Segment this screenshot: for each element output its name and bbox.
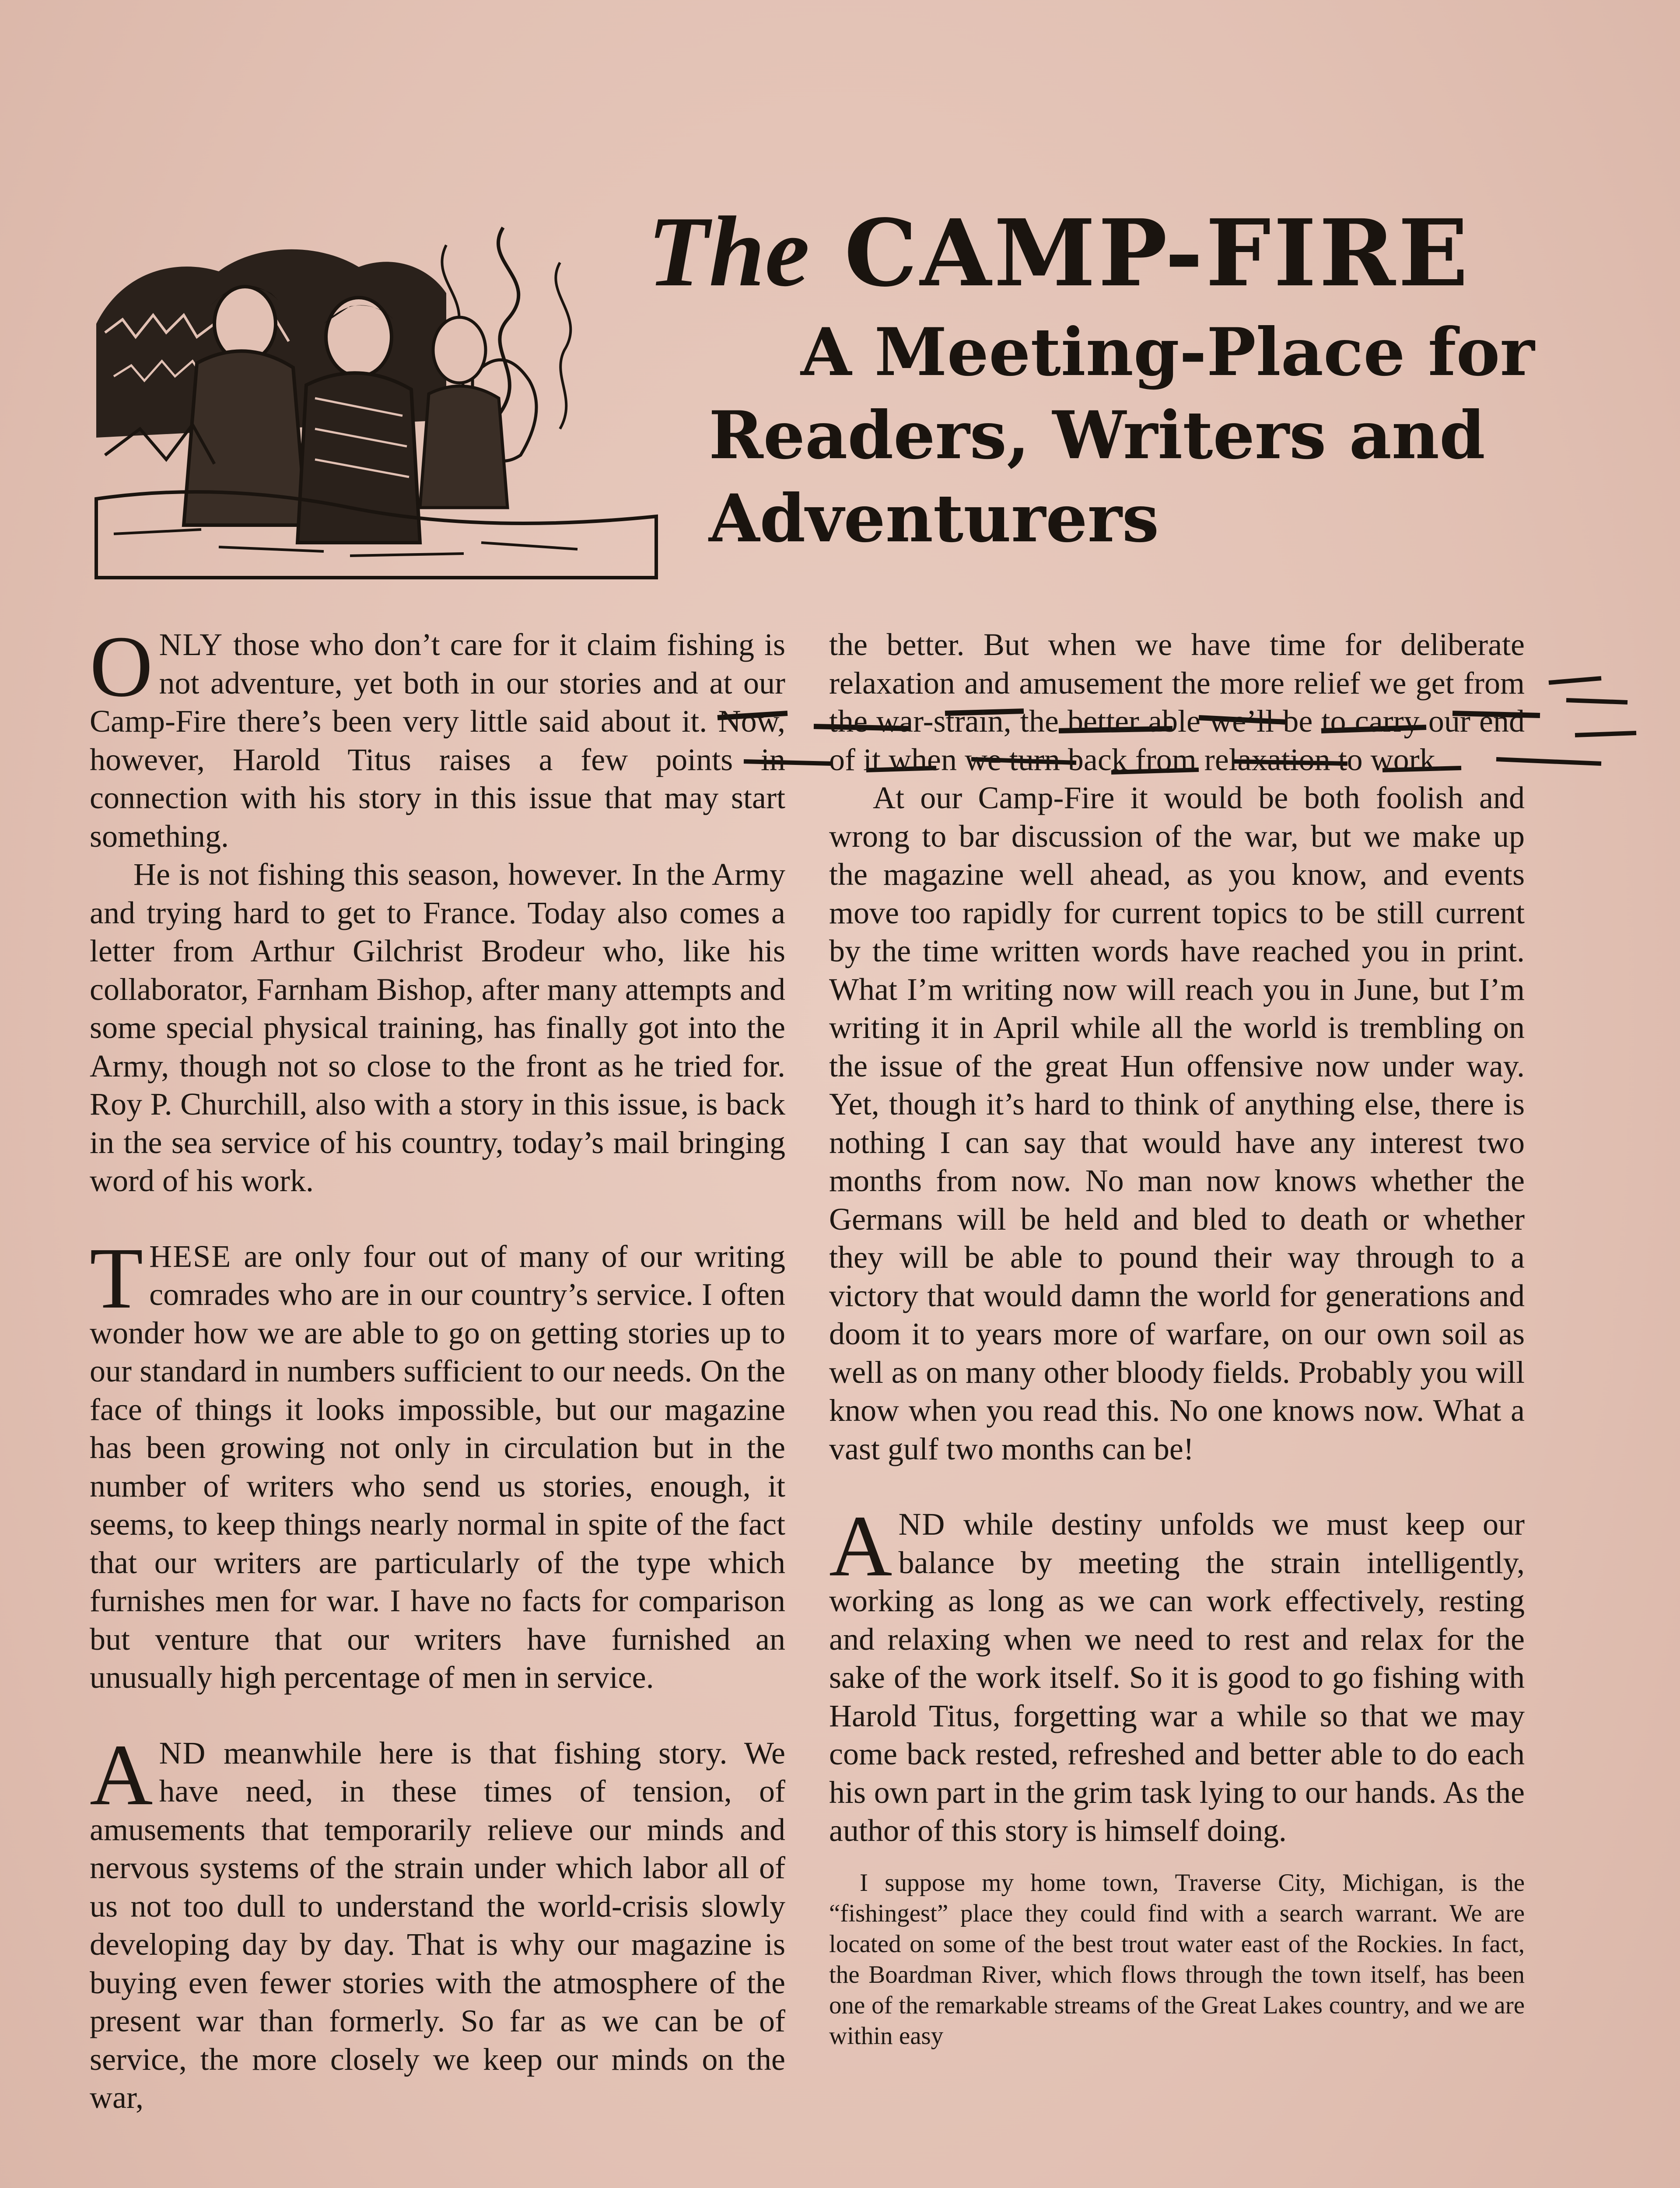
- paragraph: He is not fishing this season, however. In the Army and trying hard to get to France. Today also comes a letter from Arthur Gilchrist Brodeur who, like his collaborator, Farnham Bishop, after many attempts and some special physical training, has finally got into the Army, though not so close to the front as he tried for. Roy P. Churchill, also with a story in this issue, is back in the sea service of his country, today’s mail bringing word of his work.: [90, 857, 785, 1198]
- quoted-letter: I suppose my home town, Traverse City, Michigan, is the “fishingest” place they could find with a search warrant. We are located on some of the best trout water east of the Rockies. In fact, the Boardman River, which flows through the town itself, has been one of the remarkable streams of the Great Lakes country, and we are within easy: [829, 1869, 1525, 2050]
- page-title: [648, 196, 1654, 307]
- campfire-header: [88, 193, 1535, 595]
- paragraph-text: are only four out of many of our writing comrades who are in our country’s service. I often wonder how we are able to go on getting stories up to our standard in numbers sufficient to our needs. On the face of things it looks impossible, but our magazine has been growing not only in circulation but in the number of writers who send us stories, enough, it seems, to keep things nearly normal in spite of the fact that our writers are particularly of the type which furnishes men for war. I have no facts for comparison but venture that our writers have furnished an unusually high percentage of men in service.: [90, 1238, 785, 1695]
- paragraph: [90, 1230, 785, 1697]
- drop-cap: T: [90, 1230, 144, 1327]
- paragraph: [90, 618, 785, 856]
- header-subtitle: [709, 311, 1535, 560]
- header-title: [648, 196, 1654, 307]
- drop-cap: O: [90, 618, 153, 715]
- paragraph: [829, 1498, 1525, 1850]
- lead-word: NLY: [159, 627, 224, 662]
- subtitle-line-3: Adventurers: [709, 480, 1159, 557]
- title-the: The: [648, 196, 810, 307]
- lead-word: ND: [159, 1735, 206, 1771]
- paragraph: [90, 1726, 785, 2117]
- paragraph: At our Camp-Fire it would be both foolish and wrong to bar discussion of the war, but we make up the magazine well ahead, as you know, and events move too rapidly for current topics to be still current by the time written words have reached you in print. What I’m writing now will reach you in June, but I’m writing it in April while all the world is trembling on the issue of the great Hun offensive now under way. Yet, though it’s hard to think of anything else, there is nothing I can say that would have any interest two months from now. No man now knows whether the Germans will be held and bled to death or whether they will be able to pound their way through to a victory that would damn the world for generations and doom it to years more of warfare, on our own soil as well as on many other bloody fields. Probably you will know when you read this. No one knows now. What a vast gulf two months can be!: [829, 780, 1525, 1466]
- campfire-illustration-icon: [88, 193, 700, 586]
- article-column-left: [90, 618, 785, 2117]
- subtitle-line-1: A Meeting-Place for: [801, 314, 1535, 391]
- paragraph-text: those who don’t care for it claim fishing is not adventure, yet both in our stories and at our Camp-Fire there’s been very little said about it. Now, however, Harold Titus raises a few points in connection with his story in this issue that may start something.: [90, 627, 785, 854]
- subtitle-line-2: Readers, Writers and: [709, 397, 1485, 474]
- drop-cap: A: [90, 1726, 153, 1823]
- paragraph-text: meanwhile here is that fishing story. We have need, in these times of tension, of amusements that temporarily relieve our minds and nervous systems of the strain under which labor all of us not too dull to understand the world-crisis slowly developing day by day. That is why our magazine is buying even fewer stories with the atmosphere of the present war than formerly. So far as we can be of service, the more closely we keep our minds on the war,: [90, 1735, 785, 2115]
- lead-word: HESE: [149, 1238, 232, 1274]
- drop-cap: A: [829, 1498, 892, 1595]
- article-column-right: [829, 626, 1525, 2051]
- paragraph: the better. But when we have time for deliberate relaxation and amusement the more relief we get from the war-strain, the better able we’ll be to carry our end of it when we turn back from relaxation to work.: [829, 627, 1525, 777]
- lead-word: ND: [898, 1507, 946, 1542]
- title-camp-fire: CAMP-FIRE: [844, 199, 1471, 307]
- paragraph-text: while destiny unfolds we must keep our balance by meeting the strain intelligently, working as long as we can work effectively, resting and relaxing when we need to rest and relax for the sake of the work itself. So it is good to go fishing with Harold Titus, forgetting war a while so that we may come back rested, refreshed and better able to do each his own part in the grim task lying to our hands. As the author of this story is himself doing.: [829, 1507, 1525, 1848]
